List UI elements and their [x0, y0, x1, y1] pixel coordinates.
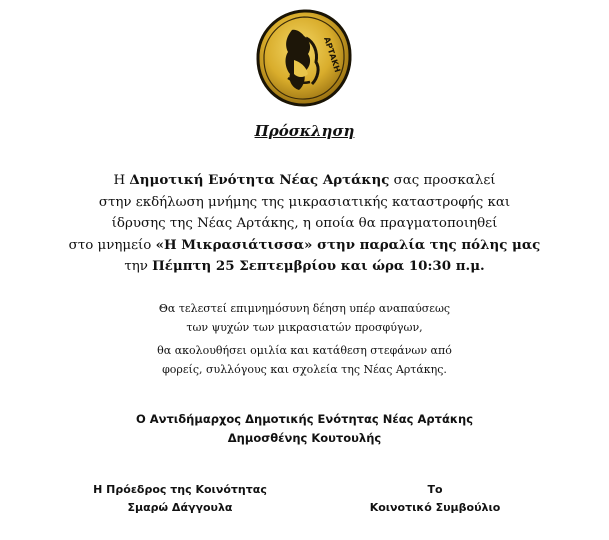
invitation-line-5 [0, 256, 609, 278]
signature-role: Ο Αντιδήμαρχος Δημοτικής Ενότητας Νέας Αρτάκης [135, 412, 474, 426]
event-datetime: Πέμπτη 25 Σεπτεμβρίου και ώρα 10:30 π.μ. [152, 258, 485, 274]
program-paragraph-1 [0, 299, 609, 337]
invitation-line-1-post: σας προσκαλεί [389, 173, 496, 188]
invitation-line-1 [0, 170, 609, 192]
deputy-mayor-signature [0, 410, 609, 448]
invitation-line-2: στην εκδήλωση μνήμης της μικρασιατικής καταστροφής και [98, 194, 511, 210]
municipal-seal-icon [254, 8, 354, 108]
seal-lettering: ΑΡΤΑΚΗ [322, 35, 342, 74]
invitation-line-4 [0, 235, 609, 257]
program-line: Θα τελεστεί επιμνημόσυνη δέηση υπέρ αναπαύσεως [158, 302, 451, 315]
council-article: Το [427, 483, 443, 496]
president-name: Σμαρώ Δάγγουλα [127, 501, 233, 514]
host-name: Δημοτική Ενότητα Νέας Αρτάκης [129, 172, 390, 188]
invitation-text [0, 170, 609, 278]
invitation-line-1-pre: Η [113, 173, 130, 188]
signature-name: Δημοσθένης Κουτουλής [227, 431, 382, 445]
invitation-line-4-pre: στο μνημείο [68, 237, 156, 253]
program-line: θα ακολουθήσει ομιλία και κατάθεση στεφάνων από [157, 344, 452, 357]
invitation-line-5-pre: την [124, 259, 153, 274]
president-role: Η Πρόεδρος της Κοινότητας [93, 483, 267, 496]
page-title: Πρόσκληση [254, 122, 355, 140]
council-name: Κοινοτικό Συμβούλιο [369, 501, 501, 514]
program-line: των ψυχών των μικρασιατών προσφύγων, [186, 321, 423, 334]
community-council-signature [330, 481, 540, 517]
community-president-signature [80, 481, 280, 517]
event-location: «Η Μικρασιάτισσα» στην παραλία της πόλης μας [155, 236, 541, 253]
program-paragraph-2 [0, 341, 609, 379]
invitation-line-3: ίδρυσης της Νέας Αρτάκης, η οποία θα πραγματοποιηθεί [111, 216, 498, 231]
program-line: φορείς, συλλόγους και σχολεία της Νέας Αρτάκης. [162, 363, 447, 376]
